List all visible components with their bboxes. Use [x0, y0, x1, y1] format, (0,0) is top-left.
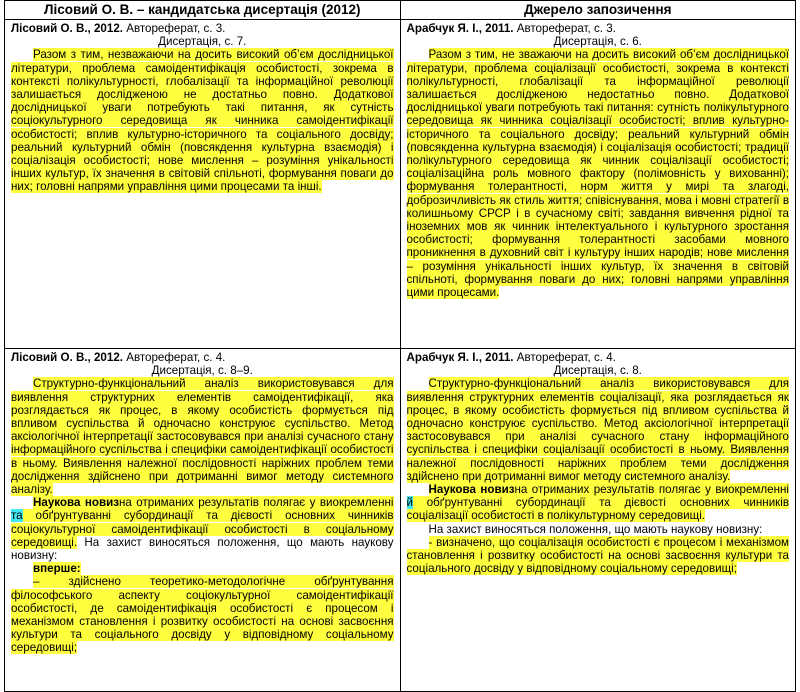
source-ref-2: Дисертація, с. 8–9.	[151, 364, 253, 378]
paragraph	[11, 48, 394, 193]
source-ref: Автореферат, с. 3.	[513, 22, 616, 35]
source-ref-2: Дисертація, с. 7.	[158, 35, 247, 49]
highlighted-text: на отриманих результатів полягає у виокремленні	[514, 483, 789, 497]
cyan-highlight: й	[406, 496, 413, 510]
paragraph	[407, 523, 790, 536]
paragraph	[407, 48, 790, 299]
comparison-table	[4, 0, 796, 692]
highlighted-text: – здійснено теоретико-методологічне обґрунтування філософського аспекту соціокультурної самоідентифікації особистості, де самоідентифікація особистості є процесом і механізмом становлення і розвитку особистості на основі засвоєння культури та соціального досвіду у відповідному соціальному середовищі;	[11, 575, 394, 655]
source-line	[407, 22, 790, 35]
paragraph	[11, 575, 394, 654]
source-line	[11, 22, 394, 35]
plain-text: На захист виносяться положення, що мають наукову новизну:	[11, 535, 394, 563]
source-ref: Автореферат, с. 4.	[513, 351, 616, 364]
first-label: вперше:	[33, 562, 81, 576]
paragraph	[407, 483, 790, 523]
paragraph	[11, 377, 394, 496]
paragraph	[407, 536, 790, 576]
source-author: Лісовий О. В., 2012.	[11, 22, 123, 35]
row2-right-cell	[400, 349, 796, 692]
highlighted-text: Структурно-функціональний аналіз використовувався для виявлення структурних елементів самоідентифікації, яка розглядається як процес, в якому особистість формується під впливом суспільства й одночасно конструює суспільство. Метод аксіологічної інтерпретації застосовувався при аналізі сучасного стану інформаційного суспільства і специфіки самоідентифікації особистості в ньому. Виявлення належної послідовності наріжних проблем теми дослідження здійснено при дотриманні вимог методу системного аналізу.	[11, 377, 394, 497]
table-header-row	[5, 1, 795, 20]
source-line	[407, 351, 790, 364]
source-author: Арабчук Я. І., 2011.	[406, 351, 514, 364]
highlighted-text: Структурно-функціональний аналіз використовувався для виявлення структурних елементів соціалізації, яка розглядається як процес, в якому особистість формується під впливом суспільства й одночасно конструює суспільство. Метод аксіологічної інтерпретації застосовувався при аналізі сучасного стану інформаційного суспільства і специфіки соціалізації особистості в ньому. Виявлення належної послідовності наріжних проблем теми дослідження здійснено при дотриманні вимог методу системного аналізу.	[406, 377, 789, 483]
header-right: Джерело запозичення	[400, 1, 796, 19]
table-row	[5, 349, 795, 692]
highlighted-text: обґрунтуванні субординації та дієвості основних чинників соціалізації особистості в полікультурному середовищі.	[406, 496, 789, 523]
source-author: Лісовий О. В., 2012.	[11, 351, 123, 364]
novelty-label: Наукова новиз	[33, 496, 119, 510]
highlighted-text: Разом з тим, незважаючи на досить високий об’єм дослідницької літератури, проблема самоідентифікація особистості, зокрема в контексті полікультурності, глобалізації та інформаційної революції залишається дослідженою не достатньо повно. Додаткової дослідницької уваги потребують такі питання, як сутність соціокультурного середовища як чинника самоідентифікації особистості; вплив культурно-історичного та соціального досвіду; реальний культурний обмін (повсякдення культурна взаємодія) і соціалізація особистості; нове мислення – розуміння унікальності інших культур, їх значення в світовій спільноті, формування поваги до них; головні напрями управління цими процесами та інші.	[11, 48, 394, 194]
table-row	[5, 20, 795, 349]
row1-left-cell	[5, 20, 400, 348]
highlighted-text: обґрунтуванні субординації та дієвості основних чинників соціокультурної самоідентифікації особистості в соціальному середовищі.	[11, 509, 394, 549]
header-left: Лісовий О. В. – кандидатська дисертація (2012)	[43, 2, 361, 17]
source-author: Арабчук Я. І., 2011.	[406, 22, 514, 35]
paragraph	[11, 496, 394, 562]
source-ref: Автореферат, с. 4.	[123, 351, 226, 364]
plain-text: На захист виносяться положення, що мають наукову новизну:	[428, 522, 763, 536]
source-ref-2: Дисертація, с. 6.	[553, 35, 642, 49]
cyan-highlight: та	[11, 509, 23, 523]
paragraph	[11, 562, 394, 575]
row2-left-cell	[5, 349, 400, 692]
highlighted-text: Разом з тим, не зважаючи на досить високий об’єм дослідницької літератури, проблема соціалізації особистості, зокрема в контексті полікультурності, глобалізації та інформаційної революції залишається дослідженою недостатньо повно. Додаткової дослідницької уваги потребують такі питання: сутність полікультурного середовища як чинника соціалізації особистості; вплив культурно-історичного та соціального досвіду; реальний культурний обмін (повсякденна культурна взаємодія) і соціалізація особистості; традиції полікультурного середовища як чинник соціалізації особистості; соціалізаційна роль мовного фактору (полімовність у вихованні); формування толерантності, норм життя у мирі та злагоді, доброзичливість як стиль життя; співіснування, мова і мовні стратегії в колишньому СРСР і в сучасному світі; завдання вивчення рідної та іноземних мов як чинник інтелектуального і культурного зростання особистості; формування толерантності засобами мовного проникнення в духовний світ і культуру інших народів; нове мислення – розуміння унікальності інших культур, їх значення в світовій спільноті, формування поваги до них; головні напрями управління цими процесами.	[406, 48, 789, 300]
highlighted-text: - визначено, що соціалізація особистості є процесом і механізмом становлення і розвитку особистості на основі засвоєння культури та соціального досвіду у відповідному соціальному середовищі;	[406, 535, 789, 576]
highlighted-text: на отриманих результатів полягає у виокремленні	[118, 496, 394, 510]
row1-right-cell	[400, 20, 796, 348]
source-ref: Автореферат, с. 3.	[123, 22, 226, 35]
paragraph	[407, 377, 790, 483]
source-ref-2: Дисертація, с. 8.	[553, 364, 642, 378]
novelty-label: Наукова новиз	[428, 483, 515, 497]
source-line	[11, 351, 394, 364]
